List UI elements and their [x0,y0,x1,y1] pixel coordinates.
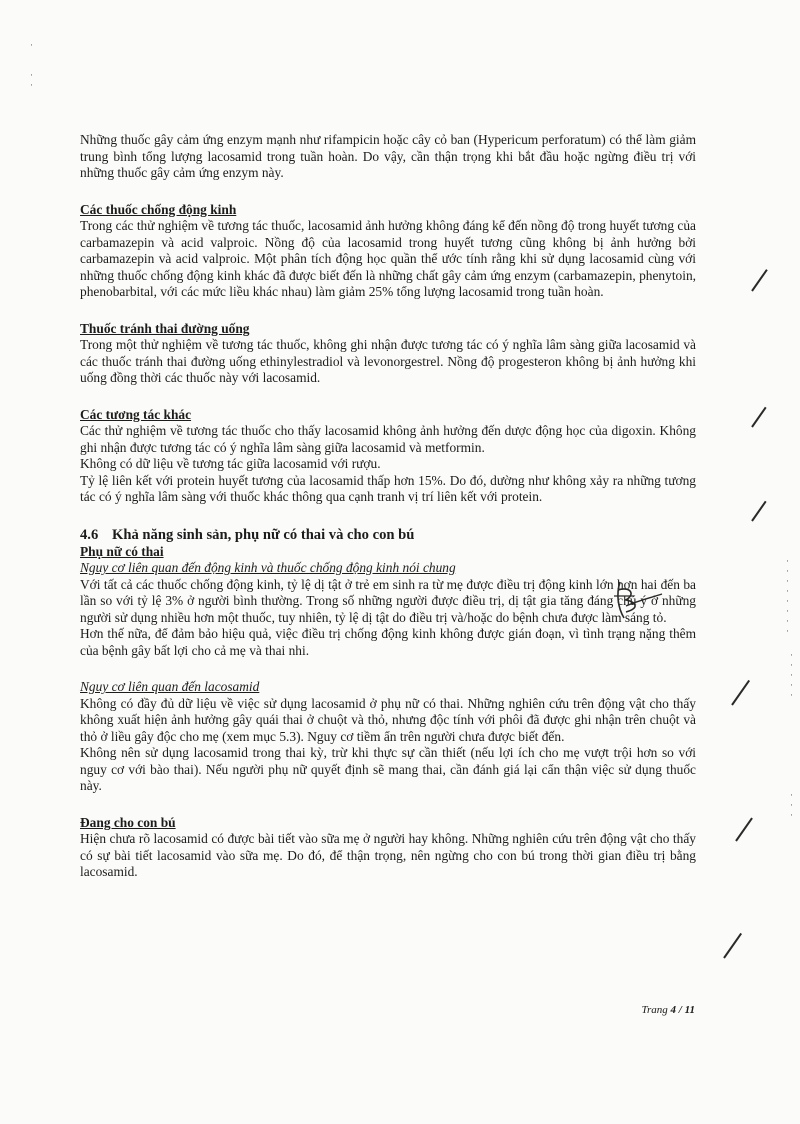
margin-check-mark [751,501,766,522]
heading-other-interactions: Các tương tác khác [80,406,192,422]
margin-check-mark [735,817,753,841]
heading-pregnant: Phụ nữ có thai [80,543,164,559]
margin-check-mark [731,680,750,706]
section-title-text: Khả năng sinh sản, phụ nữ có thai và cho con bú [112,526,415,543]
breastfeeding-paragraph: Hiện chưa rõ lacosamid có được bài tiết vào sữa mẹ ở người hay không. Những nghiên cứu trên động vật cho thấy có sự bài tiết lacosamid vào sữa mẹ. Do đó, để thận trọng, nên ngừng cho con bú trong thời gian điều trị bằng lacosamid. [80,831,696,879]
other-paragraph-2: Không có dữ liệu về tương tác giữa lacosamid với rượu. [80,456,381,471]
pregnant-paragraph-2: Hơn thế nữa, để đảm bảo hiệu quả, việc điều trị chống động kinh không được gián đoạn, vì tình trạng nặng thêm của bệnh gây bất lợi cho cả mẹ và thai nhi. [80,626,696,658]
other-paragraph-3: Tỷ lệ liên kết với protein huyết tương của lacosamid thấp hơn 15%. Do đó, dường như không xảy ra những tương tác có ý nghĩa lâm sàng với thuốc khác thông qua cạnh tranh vị trí liên kết với protein. [80,472,696,504]
signature-mark [606,576,666,624]
heading-antiepileptic: Các thuốc chống động kinh [80,201,237,217]
pregnant-paragraph-1: Với tất cả các thuốc chống động kinh, tỷ lệ dị tật ở trẻ em sinh ra từ mẹ được điều trị động kinh lớn hơn hai đến ba lần so với tỷ lệ 3% ở người bình thường. Trong số những người được điều trị, dị tật gia tăng đáng chú ý ở những người sử dụng nhiều hơn một thuốc, tuy nhiên, tỷ lệ dị tật do điều trị và/hoặc do bệnh chưa được làm sáng tỏ. [80,576,696,625]
scan-edge-noise: · · · [30,40,33,90]
margin-check-mark [751,407,766,428]
antiepileptic-paragraph: Trong các thử nghiệm về tương tác thuốc, lacosamid ảnh hưởng không đáng kể đến nồng độ trong huyết tương của carbamazepin và acid valproic. Nồng độ của lacosamid trong huyết tương cũng không bị ảnh hưởng bởi carbamazepin và acid valproic. Một phân tích động học quần thể ước tính rằng khi sử dụng lacosamid cùng với những thuốc chống động kinh khác đã được biết đến là những chất gây cảm ứng enzym (carbamazepin, phenytoin, phenobarbital, với các mức liều khác nhau) làm giảm 25% tổng lượng lacosamid trong tuần hoàn. [80,218,696,299]
margin-check-mark [723,933,742,959]
margin-check-mark [751,269,768,291]
pregnant-paragraph-3: Không có đầy đủ dữ liệu về việc sử dụng lacosamid ở phụ nữ có thai. Những nghiên cứu trên động vật cho thấy không xuất hiện ảnh hưởng gây quái thai ở chuột và thỏ, nhưng độc tính với phôi đã được ghi nhận trên chuột và thỏ ở liều gây độc cho mẹ (xem mục 5.3). Nguy cơ tiềm ẩn trên người chưa được biết đến. [80,695,696,744]
contraceptive-paragraph: Trong một thử nghiệm về tương tác thuốc, không ghi nhận được tương tác có ý nghĩa lâm sàng giữa lacosamid và các thuốc tránh thai đường uống ethinylestradiol và levonorgestrel. Nồng độ progesteron không bị ảnh hưởng khi uống đồng thời các thuốc này với lacosamid. [80,337,696,385]
scan-edge-noise: · · · [790,790,793,820]
page-label: Trang [641,1004,668,1016]
page-current: 4 [670,1004,677,1016]
other-paragraph-1: Các thử nghiệm về tương tác thuốc cho thấy lacosamid không ảnh hưởng đến dược động học của digoxin. Không ghi nhận được tương tác có ý nghĩa lâm sàng giữa lacosamid và metformin. [80,423,696,455]
heading-contraceptive: Thuốc tránh thai đường uống [80,320,250,336]
intro-paragraph: Những thuốc gây cảm ứng enzym mạnh như rifampicin hoặc cây cỏ ban (Hypericum perforatum) có thể làm giảm trung bình tổng lượng lacosamid trong tuần hoàn. Do vậy, cần thận trọng khi bắt đầu hoặc ngừng điều trị với những thuốc gây cảm ứng enzym này. [80,132,696,180]
document-body [80,132,696,881]
page-number [642,1004,696,1016]
scan-edge-noise: · · · · · · · · [786,556,789,636]
page-total: / 11 [678,1004,695,1016]
section-number: 4.6 [80,526,99,543]
section-4-6-title [80,526,696,544]
subheading-epilepsy-risk: Nguy cơ liên quan đến động kinh và thuốc chống động kinh nói chung [80,560,456,575]
scan-edge-noise: · · · · · [790,650,793,700]
heading-breastfeeding: Đang cho con bú [80,814,176,830]
subheading-lacosamid-risk: Nguy cơ liên quan đến lacosamid [80,679,260,694]
pregnant-paragraph-4: Không nên sử dụng lacosamid trong thai kỳ, trừ khi thực sự cần thiết (nếu lợi ích cho mẹ vượt trội hơn so với nguy cơ với bào thai). Nếu người phụ nữ quyết định sẽ mang thai, cần đánh giá lại cẩn thận việc sử dụng thuốc này. [80,745,696,793]
